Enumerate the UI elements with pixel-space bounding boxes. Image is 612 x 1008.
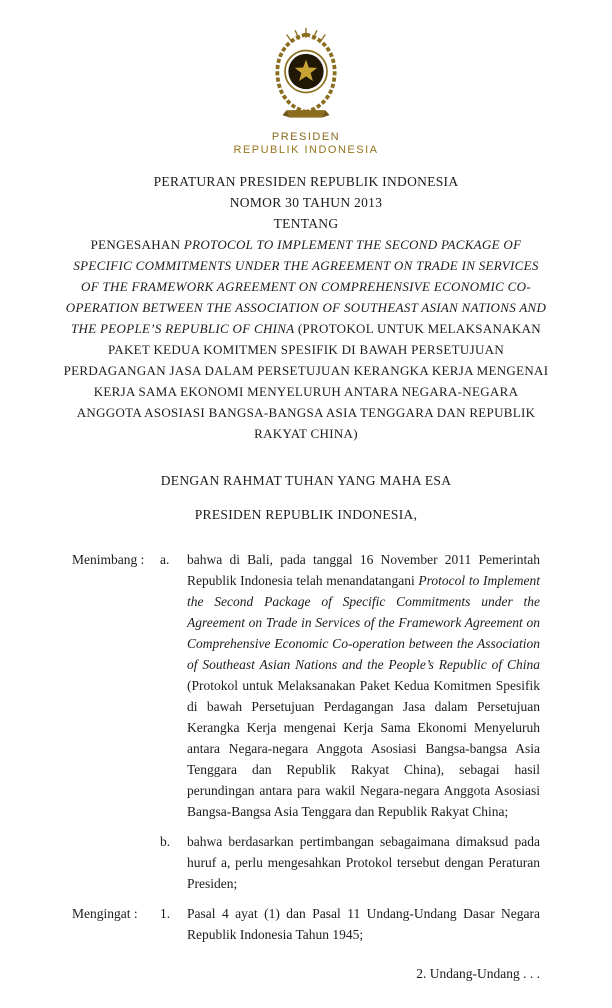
menimbang-item-b-text: bahwa berdasarkan pertimbangan sebagaimana dimaksud pada huruf a, perlu mengesahkan Protokol tersebut dengan Peraturan Presiden; (187, 834, 540, 891)
menimbang-item-b (72, 831, 540, 894)
subject-protocol-title-english: PROTOCOL TO IMPLEMENT THE SECOND PACKAGE OF SPECIFIC COMMITMENTS UNDER THE AGREEMENT ON TRADE IN SERVICES OF THE FRAMEWORK AGREEMENT ON COMPREHENSIVE ECONOMIC CO-OPERATION BETWEEN THE ASSOCIATION OF SOUTHEAST ASIAN NATIONS AND THE PEOPLE’S REPUBLIC OF CHINA (65, 237, 547, 336)
subject-prefix: PENGESAHAN (90, 237, 184, 252)
subject-protocol-title-indonesian: (PROTOKOL UNTUK MELAKSANAKAN PAKET KEDUA KOMITMEN SPESIFIK DI BAWAH PERSETUJUAN PERDAGANGAN JASA DALAM PERSETUJUAN KERANGKA KERJA MENGENAI KERJA SAMA EKONOMI MENYELURUH ANTARA NEGARA-NEGARA ANGGOTA ASOSIASI BANGSA-BANGSA ASIA TENGGARA DAN REPUBLIK RAKYAT CHINA) (63, 321, 549, 441)
regulation-title-line1: PERATURAN PRESIDEN REPUBLIK INDONESIA (153, 174, 459, 189)
regulation-title-block (0, 171, 612, 234)
letterhead-republik-indonesia: REPUBLIK INDONESIA (233, 144, 379, 156)
presidential-emblem-icon (264, 26, 348, 122)
catchword: 2. Undang-Undang . . . (416, 966, 540, 981)
mengingat-item-1-marker: 1. (160, 906, 171, 921)
preamble-rahmat-line: DENGAN RAHMAT TUHAN YANG MAHA ESA (160, 473, 452, 488)
regulation-number-line: NOMOR 30 TAHUN 2013 (229, 195, 383, 210)
body-block (72, 549, 540, 945)
letterhead (0, 131, 612, 157)
mengingat-item-1-text: Pasal 4 ayat (1) dan Pasal 11 Undang-Undang Dasar Negara Republik Indonesia Tahun 1945; (187, 906, 540, 942)
menimbang-label: Menimbang : (72, 552, 145, 567)
menimbang-item-a-text (187, 549, 540, 822)
emblem-container (0, 0, 612, 127)
menimbang-item-a-marker: a. (160, 552, 170, 567)
menimbang-a-protocol-title-english: Protocol to Implement the Second Package of Specific Commitments under the Agreement on Trade in Services of the Framework Agreement on Comprehensive Economic Co-operation between the Association of Southeast Asian Nations and the People’s Republic of China (187, 573, 540, 672)
mengingat-label: Mengingat : (72, 906, 138, 921)
regulation-tentang-line: TENTANG (273, 216, 339, 231)
regulation-subject (63, 234, 549, 444)
mengingat-item-1 (72, 903, 540, 945)
menimbang-item-b-marker: b. (160, 834, 171, 849)
menimbang-a-part1: bahwa di Bali, pada tanggal 16 November 2011 Pemerintah Republik Indonesia telah menandatangani (187, 552, 540, 588)
letterhead-presiden: PRESIDEN (271, 131, 341, 143)
preamble-presiden-line: PRESIDEN REPUBLIK INDONESIA, (194, 507, 418, 522)
menimbang-item-a (72, 549, 540, 822)
menimbang-a-part3: (Protokol untuk Melaksanakan Paket Kedua Komitmen Spesifik di bawah Persetujuan Perdagangan Jasa dalam Persetujuan Kerangka Kerja mengenai Kerja Sama Ekonomi Menyeluruh antara Negara-negara Anggota Asosiasi Bangsa-bangsa Asia Tenggara dan Republik Rakyat China), sebagai hasil perundingan antara para wakil Negara-negara Anggota Asosiasi Bangsa-Bangsa Asia Tenggara dan Republik Rakyat China; (187, 678, 540, 819)
